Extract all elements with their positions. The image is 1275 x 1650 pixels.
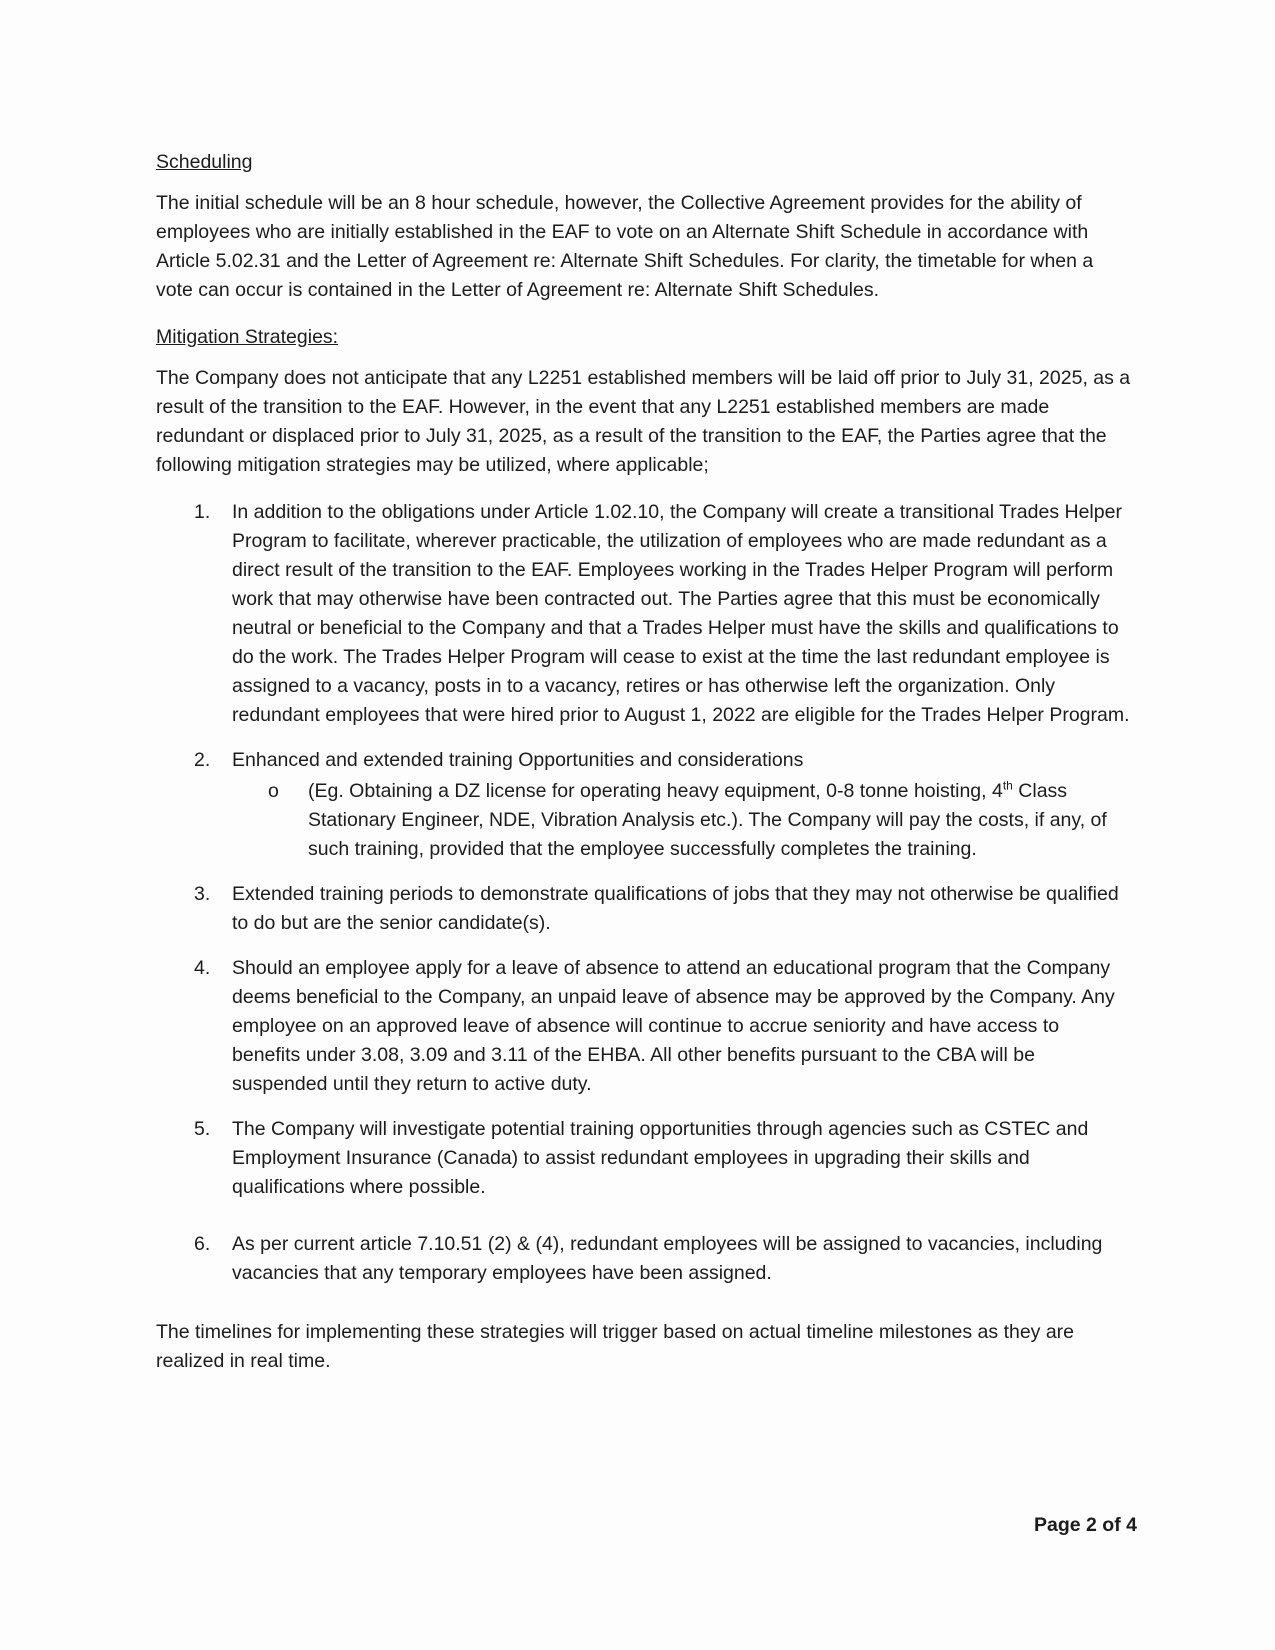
mitigation-heading: Mitigation Strategies: [156,326,339,348]
strategy-item-2 [156,746,1131,864]
sub-bullet-superscript: th [1002,778,1013,793]
document-body [156,148,1131,1394]
page-number: Page 2 of 4 [1034,1514,1137,1536]
strategy-text: In addition to the obligations under Article 1.02.10, the Company will create a transitional Trades Helper Program to facilitate, wherever practicable, the utilization of employees who are made redundant as a direct result of the transition to the EAF. Employees working in the Trades Helper Program will perform work that may otherwise have been contracted out. The Parties agree that this must be economically neutral or beneficial to the Company and that a Trades Helper must have the skills and qualifications to do the work. The Trades Helper Program will cease to exist at the time the last redundant employee is assigned to a vacancy, posts in to a vacancy, retires or has otherwise left the organization. Only redundant employees that were hired prior to August 1, 2022 are eligible for the Trades Helper Program. [232,501,1130,726]
strategy-number: 2. [194,749,211,771]
strategy-text: The Company will investigate potential training opportunities through agencies such as CSTEC and Employment Insurance (Canada) to assist redundant employees in upgrading their skills and qualifications where possible. [232,1118,1089,1198]
strategy-number: 5. [194,1118,211,1140]
strategy-item-4 [156,954,1131,1099]
strategy-text: As per current article 7.10.51 (2) & (4), redundant employees will be assigned to vacancies, including vacancies that any temporary employees have been assigned. [232,1233,1103,1284]
mitigation-strategy-list [156,498,1131,1288]
strategy-text: Enhanced and extended training Opportunities and considerations [232,749,804,771]
sub-bullet-marker: o [268,780,279,802]
strategy-number: 3. [194,883,211,905]
strategy-item-3 [156,880,1131,938]
strategy-item-5 [156,1115,1131,1202]
strategy-item-6 [156,1230,1131,1288]
closing-paragraph: The timelines for implementing these strategies will trigger based on actual timeline milestones as they are realized in real time. [156,1321,1075,1372]
mitigation-intro: The Company does not anticipate that any L2251 established members will be laid off prior to July 31, 2025, as a result of the transition to the EAF. However, in the event that any L2251 established members are made redundant or displaced prior to July 31, 2025, as a result of the transition to the EAF, the Parties agree that the following mitigation strategies may be utilized, where applicable; [156,367,1131,476]
strategy-number: 4. [194,957,211,979]
scheduling-paragraph: The initial schedule will be an 8 hour schedule, however, the Collective Agreement provides for the ability of employees who are initially established in the EAF to vote on an Alternate Shift Schedule in accordance with Article 5.02.31 and the Letter of Agreement re: Alternate Shift Schedules. For clarity, the timetable for when a vote can occur is contained in the Letter of Agreement re: Alternate Shift Schedules. [156,192,1094,301]
strategy-item-1 [156,498,1131,730]
strategy-sub-bullet [232,777,1131,864]
sub-bullet-text-b: Class Stationary Engineer, NDE, Vibration Analysis etc.). The Company will pay the costs, if any, of such training, provided that the employee successfully completes the training. [308,780,1107,860]
sub-bullet-text-a: (Eg. Obtaining a DZ license for operating heavy equipment, 0-8 tonne hoisting, 4 [308,780,1003,802]
strategy-text: Should an employee apply for a leave of absence to attend an educational program that the Company deems beneficial to the Company, an unpaid leave of absence may be approved by the Company. Any employee on an approved leave of absence will continue to accrue seniority and have access to benefits under 3.08, 3.09 and 3.11 of the EHBA. All other benefits pursuant to the CBA will be suspended until they return to active duty. [232,957,1115,1095]
strategy-number: 1. [194,501,211,523]
strategy-number: 6. [194,1233,211,1255]
strategy-text: Extended training periods to demonstrate qualifications of jobs that they may not otherwise be qualified to do but are the senior candidate(s). [232,883,1119,934]
scheduling-heading: Scheduling [156,151,253,173]
